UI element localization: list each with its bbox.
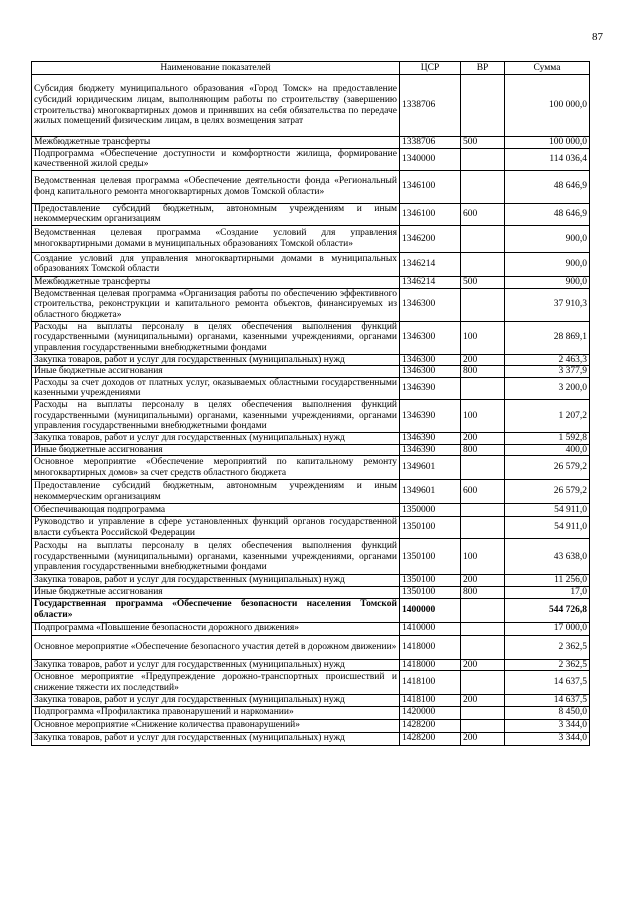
page-number: 87	[592, 31, 603, 43]
cell-vr: 500	[461, 276, 505, 288]
table-row	[32, 598, 590, 622]
cell-csr: 1418000	[400, 659, 461, 671]
table-row	[32, 504, 590, 517]
cell-name: Предоставление субсидий бюджетным, автономным учреждениям и иным некоммерческим организациям	[32, 480, 400, 504]
cell-name: Создание условий для управления многоквартирными домами в муниципальных образованиях Томской области	[32, 252, 400, 276]
table-row	[32, 622, 590, 635]
cell-csr: 1346390	[400, 399, 461, 432]
cell-sum: 900,0	[505, 225, 590, 252]
table-row	[32, 75, 590, 137]
cell-sum: 37 910,3	[505, 288, 590, 321]
cell-name: Закупка товаров, работ и услуг для государственных (муниципальных) нужд	[32, 695, 400, 707]
cell-vr: 200	[461, 354, 505, 366]
cell-vr: 800	[461, 444, 505, 456]
table-row	[32, 732, 590, 745]
cell-name: Обеспечивающая подпрограмма	[32, 504, 400, 517]
cell-csr: 1346300	[400, 366, 461, 378]
cell-csr: 1340000	[400, 148, 461, 170]
table-row	[32, 366, 590, 378]
cell-csr: 1418000	[400, 635, 461, 659]
cell-vr	[461, 252, 505, 276]
cell-csr: 1338706	[400, 75, 461, 137]
table-row	[32, 706, 590, 719]
table-row	[32, 377, 590, 399]
cell-csr: 1346300	[400, 321, 461, 354]
cell-name: Подпрограмма «Обеспечение доступности и комфортности жилища, формирование качественной жилой среды»	[32, 148, 400, 170]
cell-sum: 48 646,9	[505, 170, 590, 203]
cell-vr: 800	[461, 586, 505, 598]
cell-sum: 8 450,0	[505, 706, 590, 719]
cell-vr: 200	[461, 575, 505, 587]
header-csr: ЦСР	[400, 62, 461, 75]
cell-vr	[461, 719, 505, 732]
cell-vr	[461, 598, 505, 622]
cell-name: Расходы на выплаты персоналу в целях обеспечения выполнения функций государственными (муниципальными) органами, казенными учреждениями, органами управления государственными внебюджетными фондами	[32, 321, 400, 354]
cell-sum: 100 000,0	[505, 75, 590, 137]
cell-name: Ведомственная целевая программа «Обеспечение деятельности фонда «Региональный фонд капитального ремонта многоквартирных домов Томской области»	[32, 170, 400, 203]
cell-name: Закупка товаров, работ и услуг для государственных (муниципальных) нужд	[32, 732, 400, 745]
table-row	[32, 288, 590, 321]
table-row	[32, 719, 590, 732]
cell-sum: 54 911,0	[505, 517, 590, 539]
cell-name: Основное мероприятие «Обеспечение мероприятий по капитальному ремонту многоквартирных домов» за счет средств областного бюджета	[32, 456, 400, 480]
cell-sum: 1 592,8	[505, 432, 590, 444]
cell-vr: 100	[461, 321, 505, 354]
cell-sum: 17,0	[505, 586, 590, 598]
cell-csr: 1338706	[400, 137, 461, 149]
cell-name: Закупка товаров, работ и услуг для государственных (муниципальных) нужд	[32, 432, 400, 444]
table-row	[32, 399, 590, 432]
cell-vr: 200	[461, 732, 505, 745]
table-row	[32, 575, 590, 587]
cell-vr: 200	[461, 695, 505, 707]
cell-sum: 14 637,5	[505, 671, 590, 695]
cell-csr: 1350100	[400, 575, 461, 587]
cell-name: Подпрограмма «Профилактика правонарушений и наркомании»	[32, 706, 400, 719]
header-vr: ВР	[461, 62, 505, 75]
cell-sum: 14 637,5	[505, 695, 590, 707]
table-row	[32, 695, 590, 707]
table-row	[32, 480, 590, 504]
cell-csr: 1346390	[400, 444, 461, 456]
cell-csr: 1428200	[400, 732, 461, 745]
table-row	[32, 432, 590, 444]
cell-vr	[461, 517, 505, 539]
cell-name: Межбюджетные трансферты	[32, 137, 400, 149]
cell-sum: 2 463,3	[505, 354, 590, 366]
table-row	[32, 252, 590, 276]
cell-sum: 3 344,0	[505, 719, 590, 732]
cell-vr	[461, 504, 505, 517]
cell-csr: 1346100	[400, 203, 461, 225]
cell-csr: 1420000	[400, 706, 461, 719]
cell-sum: 26 579,2	[505, 456, 590, 480]
cell-vr: 600	[461, 480, 505, 504]
cell-sum: 114 036,4	[505, 148, 590, 170]
table-row	[32, 203, 590, 225]
cell-csr: 1418100	[400, 695, 461, 707]
cell-name: Предоставление субсидий бюджетным, автономным учреждениям и иным некоммерческим организациям	[32, 203, 400, 225]
cell-csr: 1410000	[400, 622, 461, 635]
cell-vr	[461, 148, 505, 170]
cell-name: Основное мероприятие «Снижение количества правонарушений»	[32, 719, 400, 732]
cell-name: Ведомственная целевая программа «Создание условий для управления многоквартирными домами в муниципальных образованиях Томской области»	[32, 225, 400, 252]
cell-csr: 1400000	[400, 598, 461, 622]
cell-sum: 43 638,0	[505, 539, 590, 575]
cell-sum: 3 200,0	[505, 377, 590, 399]
table-row	[32, 137, 590, 149]
cell-csr: 1346100	[400, 170, 461, 203]
cell-sum: 3 377,9	[505, 366, 590, 378]
cell-sum: 48 646,9	[505, 203, 590, 225]
cell-vr	[461, 706, 505, 719]
cell-csr: 1418100	[400, 671, 461, 695]
cell-name: Основное мероприятие «Предупреждение дорожно-транспортных происшествий и снижение тяжести их последствий»	[32, 671, 400, 695]
cell-csr: 1428200	[400, 719, 461, 732]
cell-csr: 1350100	[400, 586, 461, 598]
cell-csr: 1349601	[400, 480, 461, 504]
cell-csr: 1346214	[400, 252, 461, 276]
table-row	[32, 635, 590, 659]
cell-vr	[461, 622, 505, 635]
cell-vr	[461, 377, 505, 399]
cell-sum: 26 579,2	[505, 480, 590, 504]
table-row	[32, 456, 590, 480]
cell-csr: 1350100	[400, 517, 461, 539]
cell-vr: 800	[461, 366, 505, 378]
table-row	[32, 444, 590, 456]
cell-vr	[461, 75, 505, 137]
cell-sum: 11 256,0	[505, 575, 590, 587]
cell-sum: 54 911,0	[505, 504, 590, 517]
cell-sum: 3 344,0	[505, 732, 590, 745]
cell-sum: 17 000,0	[505, 622, 590, 635]
cell-name: Государственная программа «Обеспечение безопасности населения Томской области»	[32, 598, 400, 622]
header-name: Наименование показателей	[32, 62, 400, 75]
header-sum: Сумма	[505, 62, 590, 75]
cell-vr	[461, 288, 505, 321]
cell-name: Подпрограмма «Повышение безопасности дорожного движения»	[32, 622, 400, 635]
cell-vr: 100	[461, 399, 505, 432]
cell-sum: 1 207,2	[505, 399, 590, 432]
cell-vr	[461, 456, 505, 480]
cell-name: Межбюджетные трансферты	[32, 276, 400, 288]
cell-name: Расходы на выплаты персоналу в целях обеспечения выполнения функций государственными (муниципальными) органами, казенными учреждениями, органами управления государственными внебюджетными фондами	[32, 399, 400, 432]
cell-name: Иные бюджетные ассигнования	[32, 366, 400, 378]
budget-table	[31, 61, 590, 746]
cell-name: Иные бюджетные ассигнования	[32, 444, 400, 456]
cell-sum: 900,0	[505, 276, 590, 288]
cell-csr: 1346300	[400, 288, 461, 321]
table-header-row	[32, 62, 590, 75]
cell-name: Расходы за счет доходов от платных услуг, оказываемых областными государственными казенными учреждениями	[32, 377, 400, 399]
cell-name: Закупка товаров, работ и услуг для государственных (муниципальных) нужд	[32, 354, 400, 366]
cell-csr: 1346390	[400, 432, 461, 444]
cell-sum: 100 000,0	[505, 137, 590, 149]
cell-csr: 1350000	[400, 504, 461, 517]
cell-vr	[461, 170, 505, 203]
table-row	[32, 276, 590, 288]
cell-name: Иные бюджетные ассигнования	[32, 586, 400, 598]
cell-vr: 100	[461, 539, 505, 575]
cell-vr: 600	[461, 203, 505, 225]
cell-name: Закупка товаров, работ и услуг для государственных (муниципальных) нужд	[32, 659, 400, 671]
cell-csr: 1349601	[400, 456, 461, 480]
table-row	[32, 586, 590, 598]
cell-sum: 900,0	[505, 252, 590, 276]
cell-vr: 200	[461, 432, 505, 444]
cell-sum: 2 362,5	[505, 635, 590, 659]
cell-vr: 500	[461, 137, 505, 149]
table-row	[32, 148, 590, 170]
cell-name: Основное мероприятие «Обеспечение безопасного участия детей в дорожном движении»	[32, 635, 400, 659]
cell-csr: 1350100	[400, 539, 461, 575]
cell-name: Закупка товаров, работ и услуг для государственных (муниципальных) нужд	[32, 575, 400, 587]
table-row	[32, 539, 590, 575]
cell-name: Ведомственная целевая программа «Организация работы по обеспечению эффективного строительства, реконструкции и капитального ремонта объектов, финансируемых из областного бюджета»	[32, 288, 400, 321]
cell-name: Руководство и управление в сфере установленных функций органов государственной власти субъекта Российской Федерации	[32, 517, 400, 539]
cell-csr: 1346300	[400, 354, 461, 366]
cell-vr	[461, 225, 505, 252]
cell-csr: 1346214	[400, 276, 461, 288]
table-row	[32, 170, 590, 203]
cell-name: Субсидия бюджету муниципального образования «Город Томск» на предоставление субсидий юридическим лицам, выполняющим работы по строительству (завершению строительства) многоквартирных домов и принявших на себя обязательства по передаче жилых помещений физическим лицам, в целях возмещения затрат	[32, 75, 400, 137]
table-row	[32, 659, 590, 671]
cell-sum: 28 869,1	[505, 321, 590, 354]
cell-sum: 2 362,5	[505, 659, 590, 671]
cell-csr: 1346200	[400, 225, 461, 252]
cell-name: Расходы на выплаты персоналу в целях обеспечения выполнения функций государственными (муниципальными) органами, казенными учреждениями, органами управления государственными внебюджетными фондами	[32, 539, 400, 575]
cell-vr: 200	[461, 659, 505, 671]
table-body	[32, 75, 590, 746]
table-row	[32, 354, 590, 366]
cell-csr: 1346390	[400, 377, 461, 399]
table-row	[32, 321, 590, 354]
table-row	[32, 671, 590, 695]
cell-sum: 544 726,8	[505, 598, 590, 622]
cell-vr	[461, 635, 505, 659]
table-row	[32, 225, 590, 252]
table-row	[32, 517, 590, 539]
cell-sum: 400,0	[505, 444, 590, 456]
cell-vr	[461, 671, 505, 695]
